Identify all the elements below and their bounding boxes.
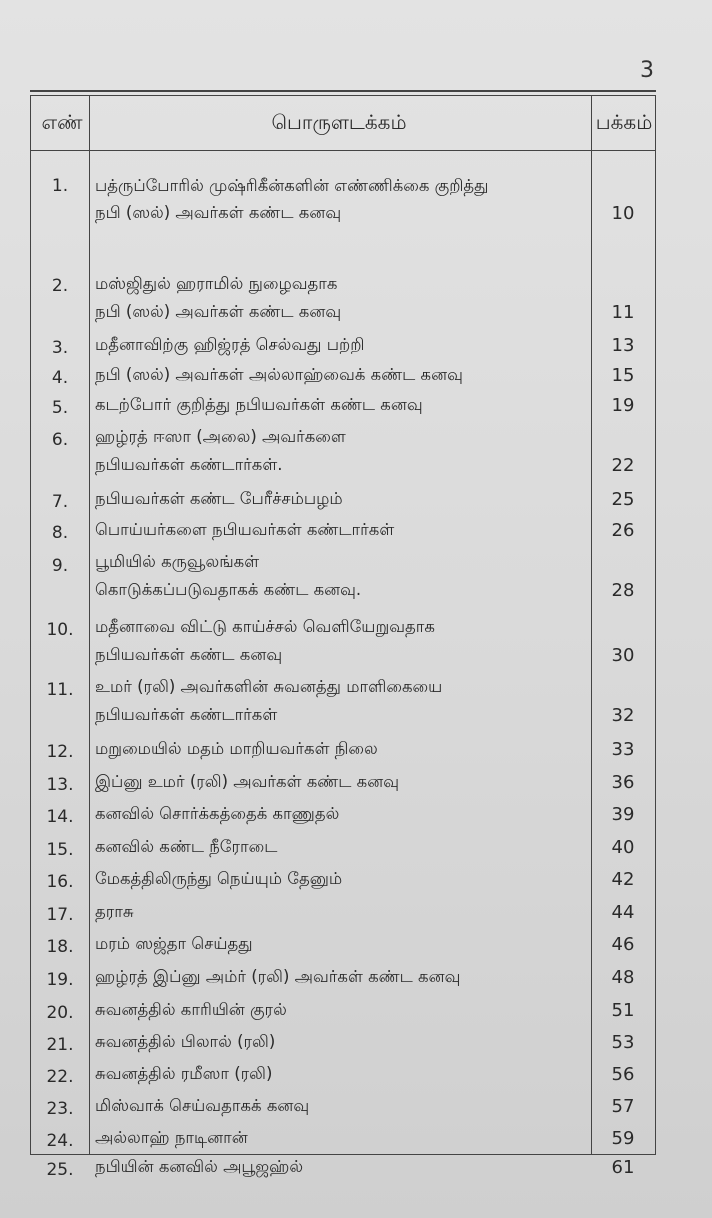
entry-title-line1: சுவனத்தில் ரமீஸா (ரலி) <box>95 1064 273 1083</box>
entry-title-line1: நபியின் கனவில் அபூஜஹ்ல் <box>95 1157 304 1176</box>
entry-number: 21. <box>46 1035 74 1055</box>
entry-page: 26 <box>611 520 635 541</box>
entry-number: 4. <box>51 368 69 388</box>
entry-number: 6. <box>51 430 69 450</box>
entry-page: 46 <box>611 934 635 955</box>
entry-title-line1: பொய்யர்களை நபியவர்கள் கண்டார்கள் <box>95 520 395 539</box>
entry-page: 11 <box>611 302 635 323</box>
entry-title-line1: மஸ்ஜிதுல் ஹராமில் நுழைவதாக <box>95 274 338 293</box>
entry-title-line1: ஹழ்ரத் இப்னு அம்ர் (ரலி) அவர்கள் கண்ட கனவு <box>95 967 461 986</box>
entry-number: 22. <box>46 1067 74 1087</box>
entry-page: 30 <box>611 645 635 666</box>
entry-title-line2: நபியவர்கள் கண்டார்கள் <box>95 705 278 724</box>
entry-title-line1: கனவில் சொர்க்கத்தைக் காணுதல் <box>95 804 340 823</box>
entry-page: 51 <box>611 1000 635 1021</box>
entry-title-line2: நபி (ஸல்) அவர்கள் கண்ட கனவு <box>95 302 342 321</box>
entry-title-line2: நபி (ஸல்) அவர்கள் கண்ட கனவு <box>95 203 342 222</box>
entry-number: 11. <box>46 680 74 700</box>
entry-page: 48 <box>611 967 635 988</box>
entry-number: 15. <box>46 840 74 860</box>
entry-page: 39 <box>611 804 635 825</box>
entry-page: 61 <box>611 1157 635 1178</box>
entry-page: 59 <box>611 1128 635 1149</box>
entry-number: 13. <box>46 775 74 795</box>
entry-number: 2. <box>51 276 69 296</box>
entry-title-line1: பத்ருப்போரில் முஷ்ரிகீன்களின் எண்ணிக்கை குறித்து <box>95 176 489 195</box>
entry-title-line1: மிஸ்வாக் செய்வதாகக் கனவு <box>95 1096 310 1115</box>
entry-number: 14. <box>46 807 74 827</box>
entry-number: 3. <box>51 338 69 358</box>
entry-page: 53 <box>611 1032 635 1053</box>
entry-title-line2: நபியவர்கள் கண்ட கனவு <box>95 645 283 664</box>
entry-page: 10 <box>611 203 635 224</box>
entry-page: 25 <box>611 489 635 510</box>
entry-number: 17. <box>46 905 74 925</box>
entry-title-line1: நபி (ஸல்) அவர்கள் அல்லாஹ்வைக் கண்ட கனவு <box>95 365 463 384</box>
toc-header <box>31 96 655 151</box>
entry-page: 32 <box>611 705 635 726</box>
entry-number: 24. <box>46 1131 74 1151</box>
entry-title-line1: மதீனாவை விட்டு காய்ச்சல் வெளியேறுவதாக <box>95 617 435 636</box>
entry-title-line1: நபியவர்கள் கண்ட பேரீச்சம்பழம் <box>95 489 343 508</box>
entry-title-line1: கடற்போர் குறித்து நபியவர்கள் கண்ட கனவு <box>95 395 423 414</box>
entry-page: 36 <box>611 772 635 793</box>
entry-number: 16. <box>46 872 74 892</box>
entry-number: 23. <box>46 1099 74 1119</box>
entry-page: 22 <box>611 455 635 476</box>
column-divider <box>591 96 592 1154</box>
entry-title-line1: சுவனத்தில் காரியின் குரல் <box>95 1000 287 1019</box>
entry-number: 18. <box>46 937 74 957</box>
entry-title-line1: சுவனத்தில் பிலால் (ரலி) <box>95 1032 276 1051</box>
column-divider <box>89 96 90 1154</box>
entry-page: 19 <box>611 395 635 416</box>
entry-number: 8. <box>51 523 69 543</box>
entry-title-line1: பூமியில் கருவூலங்கள் <box>95 552 260 571</box>
entry-number: 12. <box>46 742 74 762</box>
entry-number: 25. <box>46 1160 74 1180</box>
entry-number: 20. <box>46 1003 74 1023</box>
entry-title-line1: அல்லாஹ் நாடினான் <box>95 1128 248 1147</box>
entry-page: 28 <box>611 580 635 601</box>
entry-title-line1: ஹழ்ரத் ஈஸா (அலை) அவர்களை <box>95 427 346 446</box>
entry-number: 19. <box>46 970 74 990</box>
entry-page: 57 <box>611 1096 635 1117</box>
entry-title-line1: இப்னு உமர் (ரலி) அவர்கள் கண்ட கனவு <box>95 772 399 791</box>
entry-number: 1. <box>51 176 69 196</box>
entry-page: 15 <box>611 365 635 386</box>
entry-page: 42 <box>611 869 635 890</box>
entry-title-line1: மறுமையில் மதம் மாறியவர்கள் நிலை <box>95 739 378 758</box>
entry-title-line1: உமர் (ரலி) அவர்களின் சுவனத்து மாளிகையை <box>95 677 443 696</box>
header-number: எண் <box>41 110 83 134</box>
entry-title-line2: கொடுக்கப்படுவதாகக் கண்ட கனவு. <box>95 580 362 599</box>
entry-title-line1: மதீனாவிற்கு ஹிஜ்ரத் செல்வது பற்றி <box>95 335 365 354</box>
page-number: 3 <box>640 58 654 83</box>
entry-number: 9. <box>51 556 69 576</box>
entry-page: 56 <box>611 1064 635 1085</box>
table-of-contents <box>30 90 656 1180</box>
header-page: பக்கம் <box>595 110 653 134</box>
entry-title-line1: தராசு <box>95 902 134 921</box>
entry-title-line1: மரம் ஸஜ்தா செய்தது <box>95 934 253 953</box>
entry-number: 5. <box>51 398 69 418</box>
entry-page: 40 <box>611 837 635 858</box>
entry-title-line1: கனவில் கண்ட நீரோடை <box>95 837 278 856</box>
entry-page: 13 <box>611 335 635 356</box>
entry-title-line2: நபியவர்கள் கண்டார்கள். <box>95 455 283 474</box>
entry-page: 44 <box>611 902 635 923</box>
entry-number: 10. <box>46 620 74 640</box>
toc-frame <box>30 95 656 1180</box>
entry-page: 33 <box>611 739 635 760</box>
entry-title-line1: மேகத்திலிருந்து நெய்யும் தேனும் <box>95 869 343 888</box>
header-title: பொருளடக்கம் <box>271 110 407 134</box>
entry-number: 7. <box>51 492 69 512</box>
